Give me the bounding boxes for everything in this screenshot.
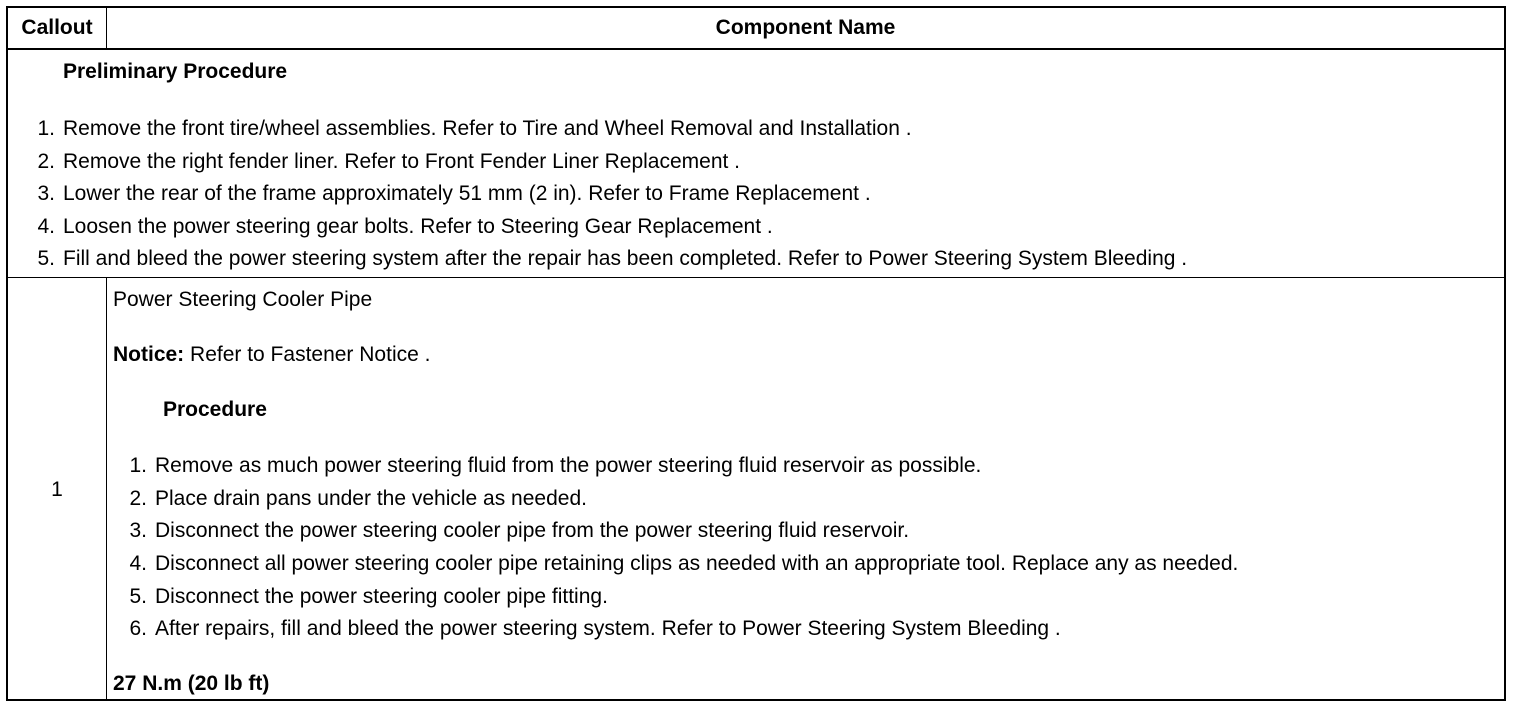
list-item <box>111 548 1238 581</box>
preliminary-steps-list <box>8 113 1187 276</box>
notice-label: Notice: <box>113 343 185 366</box>
step-number: 5. <box>37 247 55 271</box>
list-item <box>8 178 1187 211</box>
table-header <box>8 8 1504 50</box>
list-item <box>8 211 1187 244</box>
callout-column-header: Callout <box>21 16 93 39</box>
step-text: Remove the front tire/wheel assemblies. Refer to Tire and Wheel Removal and Installation . <box>63 117 912 140</box>
list-item <box>111 450 1238 483</box>
component-table <box>6 6 1506 701</box>
step-number: 3. <box>129 519 147 543</box>
step-text: Disconnect all power steering cooler pipe retaining clips as needed with an appropriate tool. Replace any as needed. <box>155 552 1239 576</box>
step-text: Remove the right fender liner. Refer to Front Fender Liner Replacement . <box>63 149 741 173</box>
step-number: 2. <box>129 486 147 510</box>
procedure-steps-list <box>111 450 1238 646</box>
preliminary-procedure-section <box>8 50 1504 278</box>
step-text: Place drain pans under the vehicle as needed. <box>155 486 587 510</box>
column-divider <box>106 278 107 699</box>
step-text: Remove as much power steering fluid from the power steering fluid reservoir as possible. <box>155 454 982 477</box>
step-text: Loosen the power steering gear bolts. Refer to Steering Gear Replacement . <box>63 214 773 238</box>
step-number: 1. <box>37 117 55 140</box>
step-number: 4. <box>37 214 55 238</box>
list-item <box>8 113 1187 146</box>
step-number: 3. <box>37 182 55 206</box>
callout-number: 1 <box>51 478 63 501</box>
step-number: 4. <box>129 552 147 576</box>
table-row <box>8 278 1504 699</box>
procedure-title: Procedure <box>163 398 267 421</box>
list-item <box>111 581 1238 614</box>
component-name-column-header: Component Name <box>715 16 896 39</box>
torque-spec: 27 N.m (20 lb ft) <box>113 672 270 695</box>
step-text: After repairs, fill and bleed the power steering system. Refer to Power Steering System Bleeding . <box>155 617 1061 641</box>
step-number: 5. <box>129 584 147 608</box>
callout-cell <box>8 278 106 699</box>
preliminary-procedure-title: Preliminary Procedure <box>63 60 288 83</box>
list-item <box>8 146 1187 179</box>
step-text: Fill and bleed the power steering system after the repair has been completed. Refer to Power Steering System Bleeding . <box>63 247 1188 271</box>
component-cell <box>113 278 1504 699</box>
step-text: Disconnect the power steering cooler pipe fitting. <box>155 584 608 608</box>
list-item <box>111 483 1238 516</box>
step-text: Lower the rear of the frame approximately 51 mm (2 in). Refer to Frame Replacement . <box>63 182 871 206</box>
list-item <box>111 613 1238 646</box>
step-number: 2. <box>37 149 55 173</box>
notice-text: Refer to Fastener Notice . <box>184 343 431 366</box>
step-number: 1. <box>129 454 147 477</box>
step-number: 6. <box>129 617 147 641</box>
step-text: Disconnect the power steering cooler pipe from the power steering fluid reservoir. <box>155 519 910 543</box>
notice <box>113 343 430 367</box>
list-item <box>111 515 1238 548</box>
component-name: Power Steering Cooler Pipe <box>113 288 373 311</box>
list-item <box>8 243 1187 276</box>
